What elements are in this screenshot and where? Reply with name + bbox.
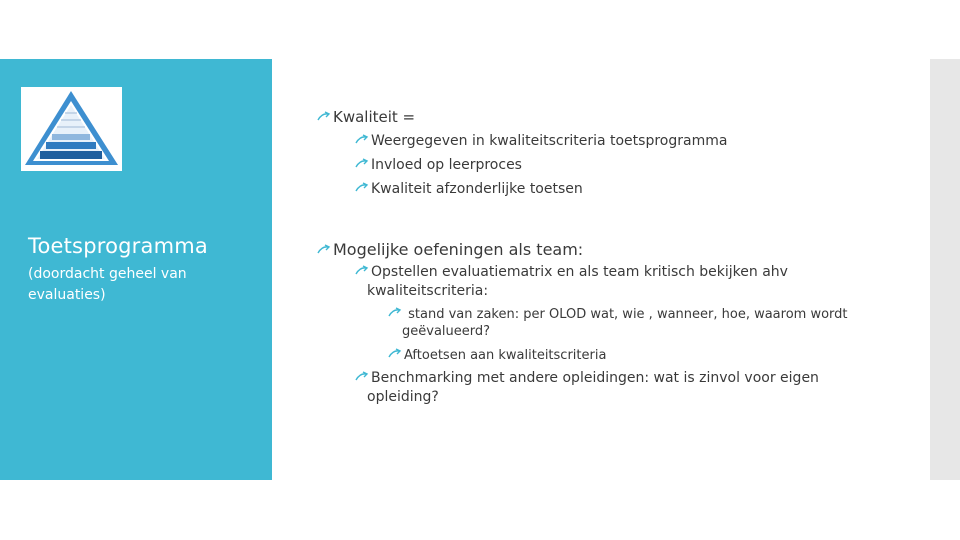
bullet-text: Weergegeven in kwaliteitscriteria toetsprogramma (371, 133, 728, 149)
bullet-oefeningen (317, 240, 583, 259)
bullet-text: Aftoetsen aan kwaliteitscriteria (404, 348, 607, 363)
arrow-bullet-icon (317, 244, 331, 256)
arrow-bullet-icon (355, 265, 369, 277)
bullet-invloed (355, 156, 522, 175)
bullet-text: Benchmarking met andere opleidingen: wat is zinvol voor eigen opleiding? (367, 370, 819, 405)
slide-subtitle: (doordacht geheel van evaluaties) (28, 266, 187, 303)
arrow-bullet-icon (388, 348, 402, 360)
arrow-bullet-icon (388, 307, 402, 319)
bullet-opstellen (355, 263, 837, 301)
bullet-benchmarking (355, 369, 847, 407)
bullet-aftoetsen (388, 346, 606, 365)
bullet-afzonderlijk (355, 180, 583, 199)
bullet-text: Kwaliteit afzonderlijke toetsen (371, 181, 583, 197)
arrow-bullet-icon (355, 134, 369, 146)
bullet-text: Opstellen evaluatiematrix en als team kritisch bekijken ahv kwaliteitscriteria: (367, 264, 788, 299)
bullet-text: Mogelijke oefeningen als team: (333, 240, 584, 259)
bullet-text: stand van zaken: per OLOD wat, wie , wanneer, hoe, waarom wordt geëvalueerd? (402, 307, 848, 339)
arrow-bullet-icon (355, 182, 369, 194)
slide-title: Toetsprogramma (28, 234, 208, 258)
bullet-text: Kwaliteit = (333, 108, 416, 126)
arrow-bullet-icon (355, 158, 369, 170)
bullet-text: Invloed op leerproces (371, 157, 522, 173)
bullet-stand (388, 306, 872, 340)
arrow-bullet-icon (355, 371, 369, 383)
bullet-weergegeven (355, 132, 727, 151)
bullet-kwaliteit (317, 108, 415, 127)
arrow-bullet-icon (317, 111, 331, 123)
